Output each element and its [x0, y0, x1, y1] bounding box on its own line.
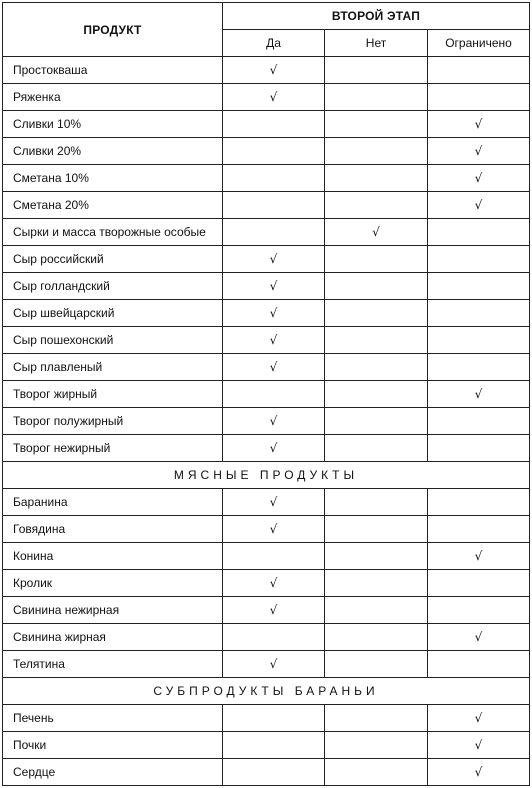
header-stage: ВТОРОЙ ЭТАП — [223, 3, 530, 30]
table-row — [3, 543, 530, 570]
table-row — [3, 570, 530, 597]
cell-limited — [428, 651, 530, 678]
cell-yes — [223, 705, 325, 732]
cell-no — [325, 570, 428, 597]
section-row — [3, 678, 530, 705]
cell-limited — [428, 543, 530, 570]
cell-no — [325, 246, 428, 273]
product-name: Сметана 10% — [3, 165, 223, 192]
cell-no — [325, 516, 428, 543]
product-name: Сыр голландский — [3, 273, 223, 300]
product-name: Свинина нежирная — [3, 597, 223, 624]
product-name: Творог жирный — [3, 381, 223, 408]
check-mark-icon: √ — [269, 495, 278, 509]
table-row — [3, 597, 530, 624]
product-name: Сливки 20% — [3, 138, 223, 165]
cell-no — [325, 165, 428, 192]
cell-yes — [223, 435, 325, 462]
cell-yes — [223, 300, 325, 327]
cell-no — [325, 624, 428, 651]
cell-no — [325, 597, 428, 624]
cell-yes — [223, 246, 325, 273]
product-name: Простокваша — [3, 57, 223, 84]
table-row — [3, 732, 530, 759]
product-name: Свинина жирная — [3, 624, 223, 651]
cell-no — [325, 327, 428, 354]
check-mark-icon: √ — [269, 657, 278, 671]
product-name: Кролик — [3, 570, 223, 597]
cell-no — [325, 300, 428, 327]
cell-no — [325, 192, 428, 219]
check-mark-icon: √ — [474, 171, 483, 185]
cell-yes — [223, 570, 325, 597]
check-mark-icon: √ — [269, 90, 278, 104]
check-mark-icon: √ — [474, 117, 483, 131]
cell-yes — [223, 543, 325, 570]
check-mark-icon: √ — [474, 738, 483, 752]
cell-yes — [223, 219, 325, 246]
cell-yes — [223, 516, 325, 543]
table-row — [3, 435, 530, 462]
table-row — [3, 354, 530, 381]
header-product: ПРОДУКТ — [3, 3, 223, 57]
check-mark-icon: √ — [269, 576, 278, 590]
cell-yes — [223, 732, 325, 759]
cell-yes — [223, 381, 325, 408]
cell-yes — [223, 759, 325, 786]
table-row — [3, 381, 530, 408]
table-row — [3, 165, 530, 192]
cell-no — [325, 219, 428, 246]
table-row — [3, 624, 530, 651]
cell-limited — [428, 597, 530, 624]
cell-yes — [223, 651, 325, 678]
cell-no — [325, 543, 428, 570]
check-mark-icon: √ — [269, 306, 278, 320]
product-name: Конина — [3, 543, 223, 570]
header-limited: Ограничено — [428, 30, 530, 57]
check-mark-icon: √ — [269, 63, 278, 77]
table-row — [3, 705, 530, 732]
table-row — [3, 408, 530, 435]
cell-limited — [428, 57, 530, 84]
cell-no — [325, 354, 428, 381]
product-name: Творог полужирный — [3, 408, 223, 435]
cell-limited — [428, 516, 530, 543]
cell-no — [325, 489, 428, 516]
cell-limited — [428, 273, 530, 300]
table-row — [3, 516, 530, 543]
product-name: Сметана 20% — [3, 192, 223, 219]
product-name: Сыр российский — [3, 246, 223, 273]
check-mark-icon: √ — [269, 252, 278, 266]
cell-yes — [223, 489, 325, 516]
check-mark-icon: √ — [269, 603, 278, 617]
cell-limited — [428, 624, 530, 651]
product-name: Сыр плавленый — [3, 354, 223, 381]
cell-yes — [223, 165, 325, 192]
cell-limited — [428, 435, 530, 462]
table-row — [3, 489, 530, 516]
table-header — [3, 3, 530, 57]
cell-no — [325, 138, 428, 165]
cell-limited — [428, 111, 530, 138]
product-name: Сырки и масса творожные особые — [3, 219, 223, 246]
check-mark-icon: √ — [474, 711, 483, 725]
product-name: Сыр швейцарский — [3, 300, 223, 327]
product-name: Баранина — [3, 489, 223, 516]
product-name: Почки — [3, 732, 223, 759]
cell-limited — [428, 84, 530, 111]
check-mark-icon: √ — [269, 279, 278, 293]
check-mark-icon: √ — [269, 360, 278, 374]
product-stage-table — [2, 2, 530, 786]
cell-limited — [428, 354, 530, 381]
product-name: Сливки 10% — [3, 111, 223, 138]
product-name: Телятина — [3, 651, 223, 678]
table-row — [3, 300, 530, 327]
table-row — [3, 138, 530, 165]
cell-limited — [428, 570, 530, 597]
check-mark-icon: √ — [474, 765, 483, 779]
table-row — [3, 273, 530, 300]
cell-yes — [223, 138, 325, 165]
cell-no — [325, 759, 428, 786]
check-mark-icon: √ — [372, 225, 380, 239]
section-title: СУБПРОДУКТЫ БАРАНЬИ — [3, 678, 530, 705]
cell-limited — [428, 759, 530, 786]
product-name: Творог нежирный — [3, 435, 223, 462]
check-mark-icon: √ — [269, 522, 278, 536]
cell-yes — [223, 354, 325, 381]
table-row — [3, 246, 530, 273]
cell-limited — [428, 381, 530, 408]
table-row — [3, 57, 530, 84]
check-mark-icon: √ — [269, 441, 278, 455]
cell-limited — [428, 489, 530, 516]
product-name: Сыр пошехонский — [3, 327, 223, 354]
product-name: Печень — [3, 705, 223, 732]
check-mark-icon: √ — [474, 549, 483, 563]
product-name: Ряженка — [3, 84, 223, 111]
section-title: МЯСНЫЕ ПРОДУКТЫ — [3, 462, 530, 489]
cell-no — [325, 435, 428, 462]
cell-no — [325, 705, 428, 732]
cell-limited — [428, 219, 530, 246]
cell-yes — [223, 408, 325, 435]
cell-yes — [223, 273, 325, 300]
table-row — [3, 111, 530, 138]
cell-no — [325, 57, 428, 84]
table-row — [3, 759, 530, 786]
cell-limited — [428, 138, 530, 165]
check-mark-icon: √ — [269, 414, 278, 428]
cell-limited — [428, 705, 530, 732]
cell-limited — [428, 165, 530, 192]
header-no: Нет — [325, 30, 428, 57]
header-yes: Да — [223, 30, 325, 57]
cell-no — [325, 111, 428, 138]
table-row — [3, 84, 530, 111]
cell-yes — [223, 192, 325, 219]
table-row — [3, 327, 530, 354]
table-row — [3, 192, 530, 219]
product-name: Сердце — [3, 759, 223, 786]
section-row — [3, 462, 530, 489]
cell-limited — [428, 732, 530, 759]
cell-no — [325, 84, 428, 111]
check-mark-icon: √ — [474, 144, 483, 158]
cell-no — [325, 732, 428, 759]
cell-yes — [223, 597, 325, 624]
check-mark-icon: √ — [474, 387, 483, 401]
table-row — [3, 651, 530, 678]
product-name: Говядина — [3, 516, 223, 543]
cell-yes — [223, 327, 325, 354]
cell-no — [325, 651, 428, 678]
cell-no — [325, 273, 428, 300]
check-mark-icon: √ — [269, 333, 278, 347]
cell-no — [325, 381, 428, 408]
cell-limited — [428, 192, 530, 219]
table-row — [3, 219, 530, 246]
cell-yes — [223, 84, 325, 111]
cell-yes — [223, 624, 325, 651]
cell-limited — [428, 300, 530, 327]
cell-no — [325, 408, 428, 435]
check-mark-icon: √ — [474, 630, 483, 644]
cell-limited — [428, 246, 530, 273]
cell-limited — [428, 327, 530, 354]
table-body — [3, 57, 530, 786]
check-mark-icon: √ — [474, 198, 483, 212]
cell-yes — [223, 57, 325, 84]
cell-limited — [428, 408, 530, 435]
cell-yes — [223, 111, 325, 138]
